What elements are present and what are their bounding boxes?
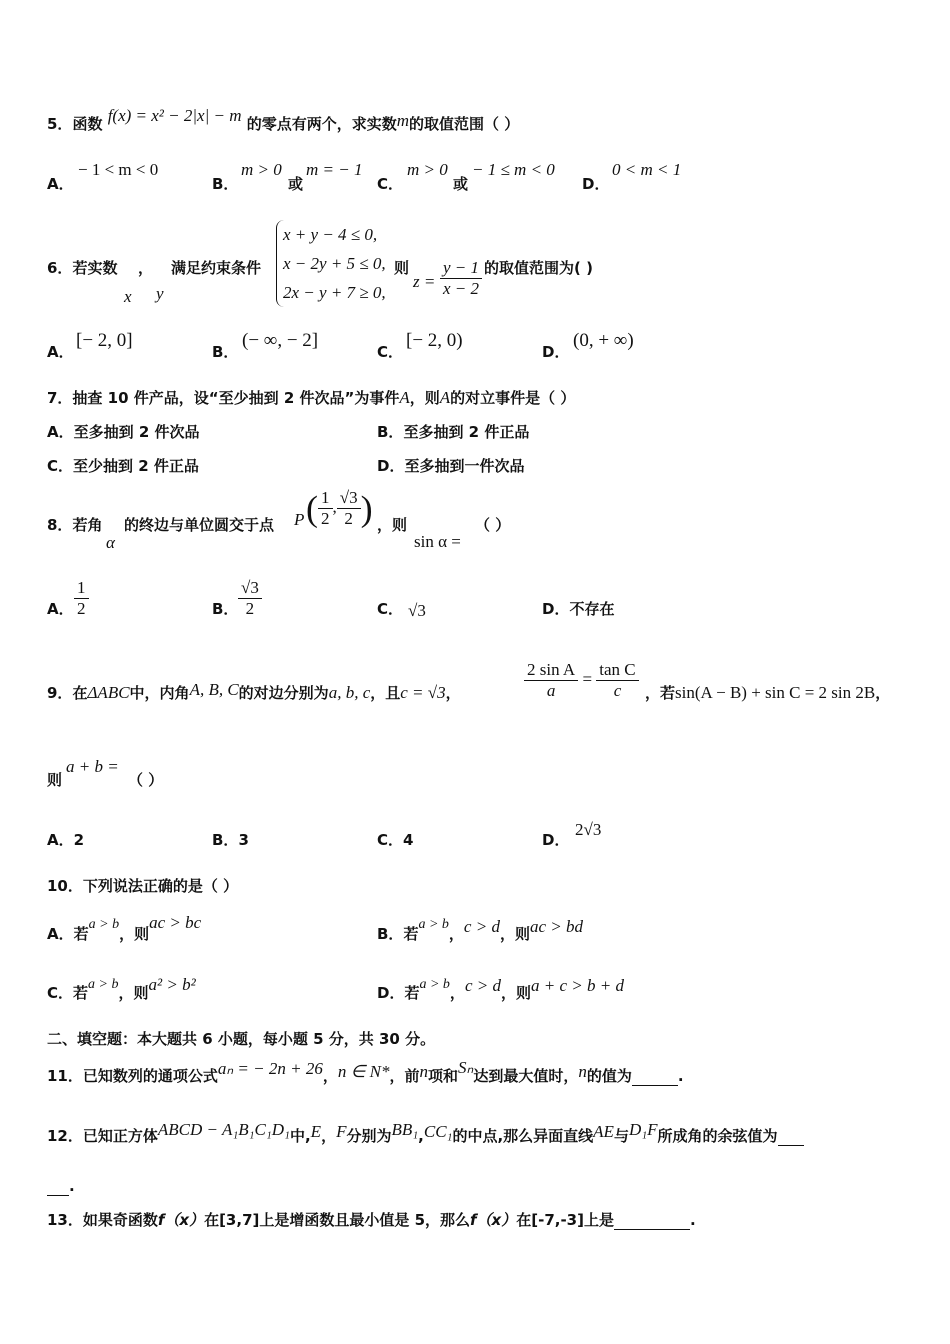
q11-sep: ， — [322, 1067, 338, 1085]
option-label: C． — [377, 600, 404, 618]
q9-option-d-text: 2√3 — [575, 820, 602, 839]
q8-option-c[interactable] — [377, 599, 403, 619]
q7-var-a: A — [399, 388, 410, 407]
option-label: B． — [377, 925, 404, 943]
q12-text-a: 已知正方体 — [82, 1127, 158, 1145]
q9-f2-num: tan C — [596, 660, 638, 681]
q10-d-cond2: c > d — [464, 976, 501, 995]
frac-num: 1 — [74, 578, 89, 599]
q10-option-a[interactable] — [47, 913, 202, 946]
q7-option-b[interactable] — [377, 422, 529, 442]
q8-option-a-frac — [74, 578, 89, 619]
q8-text-a: 若角 — [72, 516, 103, 534]
q5-option-c-text2: − 1 ≤ m < 0 — [472, 160, 555, 179]
q10-a-result: ac > bc — [149, 913, 202, 932]
q11-text-e: 的值为 — [586, 1067, 632, 1085]
option-text: 2 — [73, 831, 85, 849]
q10-b-cond1: a > b — [418, 917, 449, 932]
option-label: A． — [47, 925, 74, 943]
q10-then: ，则 — [118, 984, 149, 1002]
q9-triangle: ΔABC — [87, 683, 130, 702]
option-text: 至多抽到一件次品 — [404, 457, 525, 475]
option-label: B． — [212, 600, 239, 618]
q9-ratio — [524, 660, 639, 701]
option-label: A． — [47, 423, 74, 441]
q10-option-c[interactable] — [47, 975, 196, 1005]
q7-var-a-2: A — [439, 388, 451, 407]
q9-stem — [47, 680, 461, 703]
q11-number: 11． — [47, 1067, 83, 1085]
q5-text-c: 的取值范围（ ） — [409, 115, 520, 133]
q11-end: . — [677, 1067, 684, 1085]
q6-option-b-text: (− ∞, − 2] — [242, 330, 319, 351]
q12-ae: AE — [593, 1122, 614, 1141]
option-text: 至少抽到 2 件正品 — [73, 457, 199, 475]
frac-num: √3 — [238, 578, 262, 599]
q10-b-cond2: c > d — [463, 917, 500, 936]
q8-option-b[interactable] — [212, 599, 238, 619]
option-label: D． — [582, 175, 610, 193]
option-label: A． — [47, 343, 74, 361]
q10-d-cond1: a > b — [419, 977, 450, 992]
q7-option-c[interactable] — [47, 456, 199, 476]
q9-option-a[interactable] — [47, 830, 84, 850]
q12-bb1: BB₁ — [391, 1120, 419, 1139]
frac-den: 2 — [77, 599, 86, 618]
q12-text-e: 与 — [613, 1127, 629, 1145]
q10-a-cond: a > b — [88, 917, 120, 932]
q8-option-c-text: √3 — [408, 601, 426, 620]
q9-eq: = — [582, 669, 593, 689]
q6-z-num: y − 1 — [440, 258, 482, 279]
q6-constraint-2: x − 2y + 5 ≤ 0, — [283, 254, 386, 273]
q13-end: . — [689, 1211, 696, 1229]
q6-var-y: y — [156, 284, 164, 303]
q6-constraints — [276, 220, 386, 307]
q9-angles: A, B, C — [189, 680, 239, 699]
q10-then: ，则 — [119, 925, 150, 943]
q5-option-c[interactable] — [377, 174, 403, 194]
option-label: D． — [377, 457, 405, 475]
option-label: D． — [377, 984, 405, 1002]
q6-option-c-text: [− 2, 0) — [406, 330, 463, 351]
q8-px-num: 1 — [318, 488, 333, 509]
q7-text-b: ，则 — [409, 389, 440, 407]
q6-z-fraction — [440, 258, 482, 299]
q5-option-a-text: − 1 < m < 0 — [78, 160, 159, 179]
q8-option-a[interactable] — [47, 599, 74, 619]
q8-text-b: 的终边与单位圆交于点 — [124, 516, 275, 534]
q7-stem — [47, 388, 575, 408]
q6-option-a[interactable] — [47, 342, 74, 362]
option-text: 3 — [238, 831, 249, 849]
q6-constraint-3: 2x − y + 7 ≥ 0, — [283, 283, 386, 302]
q6-option-c[interactable] — [377, 342, 403, 362]
q6-var-x: x — [124, 287, 132, 306]
option-label: B． — [212, 175, 239, 193]
q9-f2-den: c — [613, 681, 622, 700]
q9-text-e — [645, 683, 890, 703]
q8-stem-a — [47, 515, 102, 535]
q12-e: E — [310, 1122, 322, 1141]
q12-d1f: D₁F — [628, 1120, 658, 1139]
q9-c-eq: c = √3 — [400, 683, 446, 702]
q12-cube: ABCD − A₁B₁C₁D₁ — [157, 1120, 290, 1139]
option-label: A． — [47, 831, 74, 849]
q11-formula: aₙ = − 2n + 26 — [217, 1059, 323, 1078]
q11-var-n-2: n — [578, 1062, 587, 1081]
q9-number: 9． — [47, 684, 73, 702]
q12-text-d: 的中点,那么异面直线 — [452, 1127, 594, 1145]
q8-text-d: （ ） — [475, 516, 511, 534]
q12-cc1: CC₁ — [423, 1122, 453, 1141]
option-text: 不存在 — [569, 600, 615, 618]
option-label: C． — [47, 457, 74, 475]
q8-text-c: ，则 — [377, 516, 408, 534]
option-label: C． — [47, 984, 74, 1002]
q7-text-c: 的对立事件是（ ） — [450, 389, 576, 407]
q12-line2 — [47, 1176, 75, 1196]
q11-var-n: n — [419, 1062, 429, 1081]
q13-text-a: 13．如果奇函数 — [47, 1211, 158, 1229]
q13-text-b: 在[3,7]上是增函数且最小值是 5，那么 — [204, 1211, 471, 1229]
q5-option-d-text: 0 < m < 1 — [612, 160, 682, 179]
q13-fx2: f（x） — [470, 1211, 517, 1229]
q10-b-result: ac > bd — [529, 917, 583, 936]
q7-option-d[interactable] — [377, 456, 524, 476]
q9-text-c: 的对边分别为 — [238, 684, 329, 702]
q9-sep: ， — [445, 684, 461, 702]
option-label: C． — [377, 831, 404, 849]
q10-c-cond: a > b — [88, 977, 119, 992]
q9-option-c[interactable] — [377, 830, 413, 850]
q5-text-b: 的零点有两个，求实数 — [246, 115, 397, 133]
q9-option-d[interactable] — [542, 830, 569, 850]
option-label: B． — [212, 831, 239, 849]
q10-comma: ， — [449, 984, 465, 1002]
q5-stem — [47, 106, 520, 134]
q6-z-den: x − 2 — [443, 279, 480, 298]
q12-number: 12． — [47, 1127, 83, 1145]
q6-number: 6． — [47, 259, 73, 277]
q12-sep: ， — [321, 1127, 337, 1145]
q5-option-d[interactable] — [582, 174, 609, 194]
q9-ab: a + b = — [66, 757, 119, 776]
q12-text-f: 所成角的余弦值为 — [657, 1127, 778, 1145]
q5-formula: f(x) = x² − 2|x| − m — [107, 106, 242, 125]
q6-z-eq: z = — [413, 272, 436, 291]
section-heading: 二、填空题：本大题共 6 小题，每小题 5 分，共 30 分。 — [47, 1030, 436, 1048]
q5-option-b[interactable] — [212, 174, 238, 194]
q9-if: ，若 — [645, 684, 676, 702]
q13-fx: f（x） — [157, 1211, 205, 1229]
q6-constraint-1: x + y − 4 ≤ 0, — [283, 225, 378, 244]
q12-text-c: 分别为 — [346, 1127, 392, 1145]
option-text: 4 — [403, 831, 414, 849]
q5-option-b-text2: m = − 1 — [306, 160, 363, 179]
q8-option-b-frac — [238, 578, 262, 619]
q6-text-a: 若实数 — [72, 259, 118, 277]
q11-condition: n ∈ N* — [337, 1062, 390, 1081]
q11-text-a: 已知数列的通项公式 — [82, 1067, 218, 1085]
option-label: C． — [377, 175, 404, 193]
option-label: B． — [377, 423, 404, 441]
q8-py-den: 2 — [344, 509, 353, 528]
q5-option-c-or: 或 — [453, 175, 469, 193]
q5-option-b-text: m > 0 — [241, 160, 282, 179]
q10-if: 若 — [404, 984, 420, 1002]
option-text: 至多抽到 2 件次品 — [73, 423, 200, 441]
q11-text-d: 达到最大值时， — [473, 1067, 579, 1085]
q8-px-den: 2 — [321, 509, 330, 528]
option-label: B． — [212, 343, 239, 361]
frac-den: 2 — [245, 599, 255, 618]
q9-text-f: ， — [875, 684, 891, 702]
q12-text-b: 中, — [289, 1127, 311, 1145]
q9-option-b[interactable] — [212, 830, 249, 850]
q10-option-d[interactable] — [377, 976, 624, 1005]
q7-option-a[interactable] — [47, 422, 200, 442]
q5-option-c-text: m > 0 — [407, 160, 448, 179]
option-label: D． — [542, 600, 570, 618]
option-label: A． — [47, 175, 74, 193]
q8-sin-expr: sin α = — [414, 532, 461, 551]
q6-text-b: 满足约束条件 — [171, 259, 262, 277]
q11-answer-blank[interactable] — [632, 1069, 678, 1086]
q11-stem — [47, 1058, 684, 1086]
option-text: 至多抽到 2 件正品 — [403, 423, 530, 441]
q12-answer-blank[interactable] — [778, 1129, 804, 1146]
q5-option-b-or: 或 — [288, 175, 304, 193]
q13-text-c: 在[-7,-3]上是 — [516, 1211, 614, 1229]
q13-answer-blank[interactable] — [614, 1213, 690, 1230]
q9-text-b: 中，内角 — [129, 684, 190, 702]
q10-then: ，则 — [500, 984, 531, 1002]
q9-f1-num: 2 sin A — [524, 660, 578, 681]
q12-answer-blank-cont[interactable] — [47, 1179, 69, 1196]
q6-text-c: 则 — [394, 259, 410, 277]
q8-py-num: √3 — [337, 488, 361, 509]
q8-point-coords: ( $\frac{1}{2}$ , $\frac{√3}{2}$ ) — [306, 488, 373, 529]
q8-alpha: α — [106, 533, 115, 552]
q12-end: . — [69, 1177, 75, 1195]
q6-text-d: 的取值范围为( ) — [484, 259, 593, 277]
q11-sn: Sₙ — [458, 1058, 474, 1077]
q5-var-m: m — [396, 111, 410, 130]
option-label: D． — [542, 343, 570, 361]
q12-f: F — [336, 1122, 347, 1141]
q5-option-a[interactable] — [47, 174, 74, 194]
q10-if: 若 — [73, 984, 89, 1002]
q9-line2-then: 则 — [47, 771, 63, 789]
q8-number: 8． — [47, 516, 73, 534]
q12-comma: , — [418, 1127, 424, 1145]
q10-comma: ， — [448, 925, 464, 943]
option-label: C． — [377, 343, 404, 361]
q10-stem: 10．下列说法正确的是（ ） — [47, 877, 239, 895]
q8-option-d[interactable] — [542, 599, 614, 619]
option-label: D． — [542, 831, 570, 849]
q9-line2-paren: （ ） — [128, 771, 164, 789]
q6-option-d-text: (0, + ∞) — [573, 330, 634, 351]
q6-option-b[interactable] — [212, 342, 238, 362]
q6-option-a-text: [− 2, 0] — [76, 330, 133, 351]
q5-text-a: 函数 — [72, 115, 103, 133]
q10-if: 若 — [403, 925, 419, 943]
q8-point: P — [294, 510, 305, 529]
q9-f1-den: a — [546, 681, 556, 700]
q6-option-d[interactable] — [542, 342, 569, 362]
q10-then: ，则 — [499, 925, 530, 943]
q7-text-a: 7．抽查 10 件产品，设“至少抽到 2 件次品”为事件 — [47, 389, 400, 407]
q9-sides: a, b, c — [328, 683, 371, 702]
q6-stem-a — [47, 258, 117, 278]
option-label: A． — [47, 600, 74, 618]
q10-c-result: a² > b² — [148, 975, 196, 994]
q10-option-b[interactable] — [377, 917, 583, 946]
q5-number: 5． — [47, 115, 73, 133]
q10-if: 若 — [73, 925, 89, 943]
q13-stem — [47, 1210, 696, 1230]
q11-text-c: 项和 — [428, 1067, 459, 1085]
q9-condition: sin(A − B) + sin C = 2 sin 2B — [675, 683, 876, 702]
q9-text-d: ，且 — [370, 684, 401, 702]
q6-comma: ， — [138, 259, 154, 277]
q11-text-b: ，前 — [389, 1067, 420, 1085]
q12-stem — [47, 1120, 804, 1146]
q9-text-a: 在 — [72, 684, 88, 702]
q10-d-result: a + c > b + d — [530, 976, 624, 995]
